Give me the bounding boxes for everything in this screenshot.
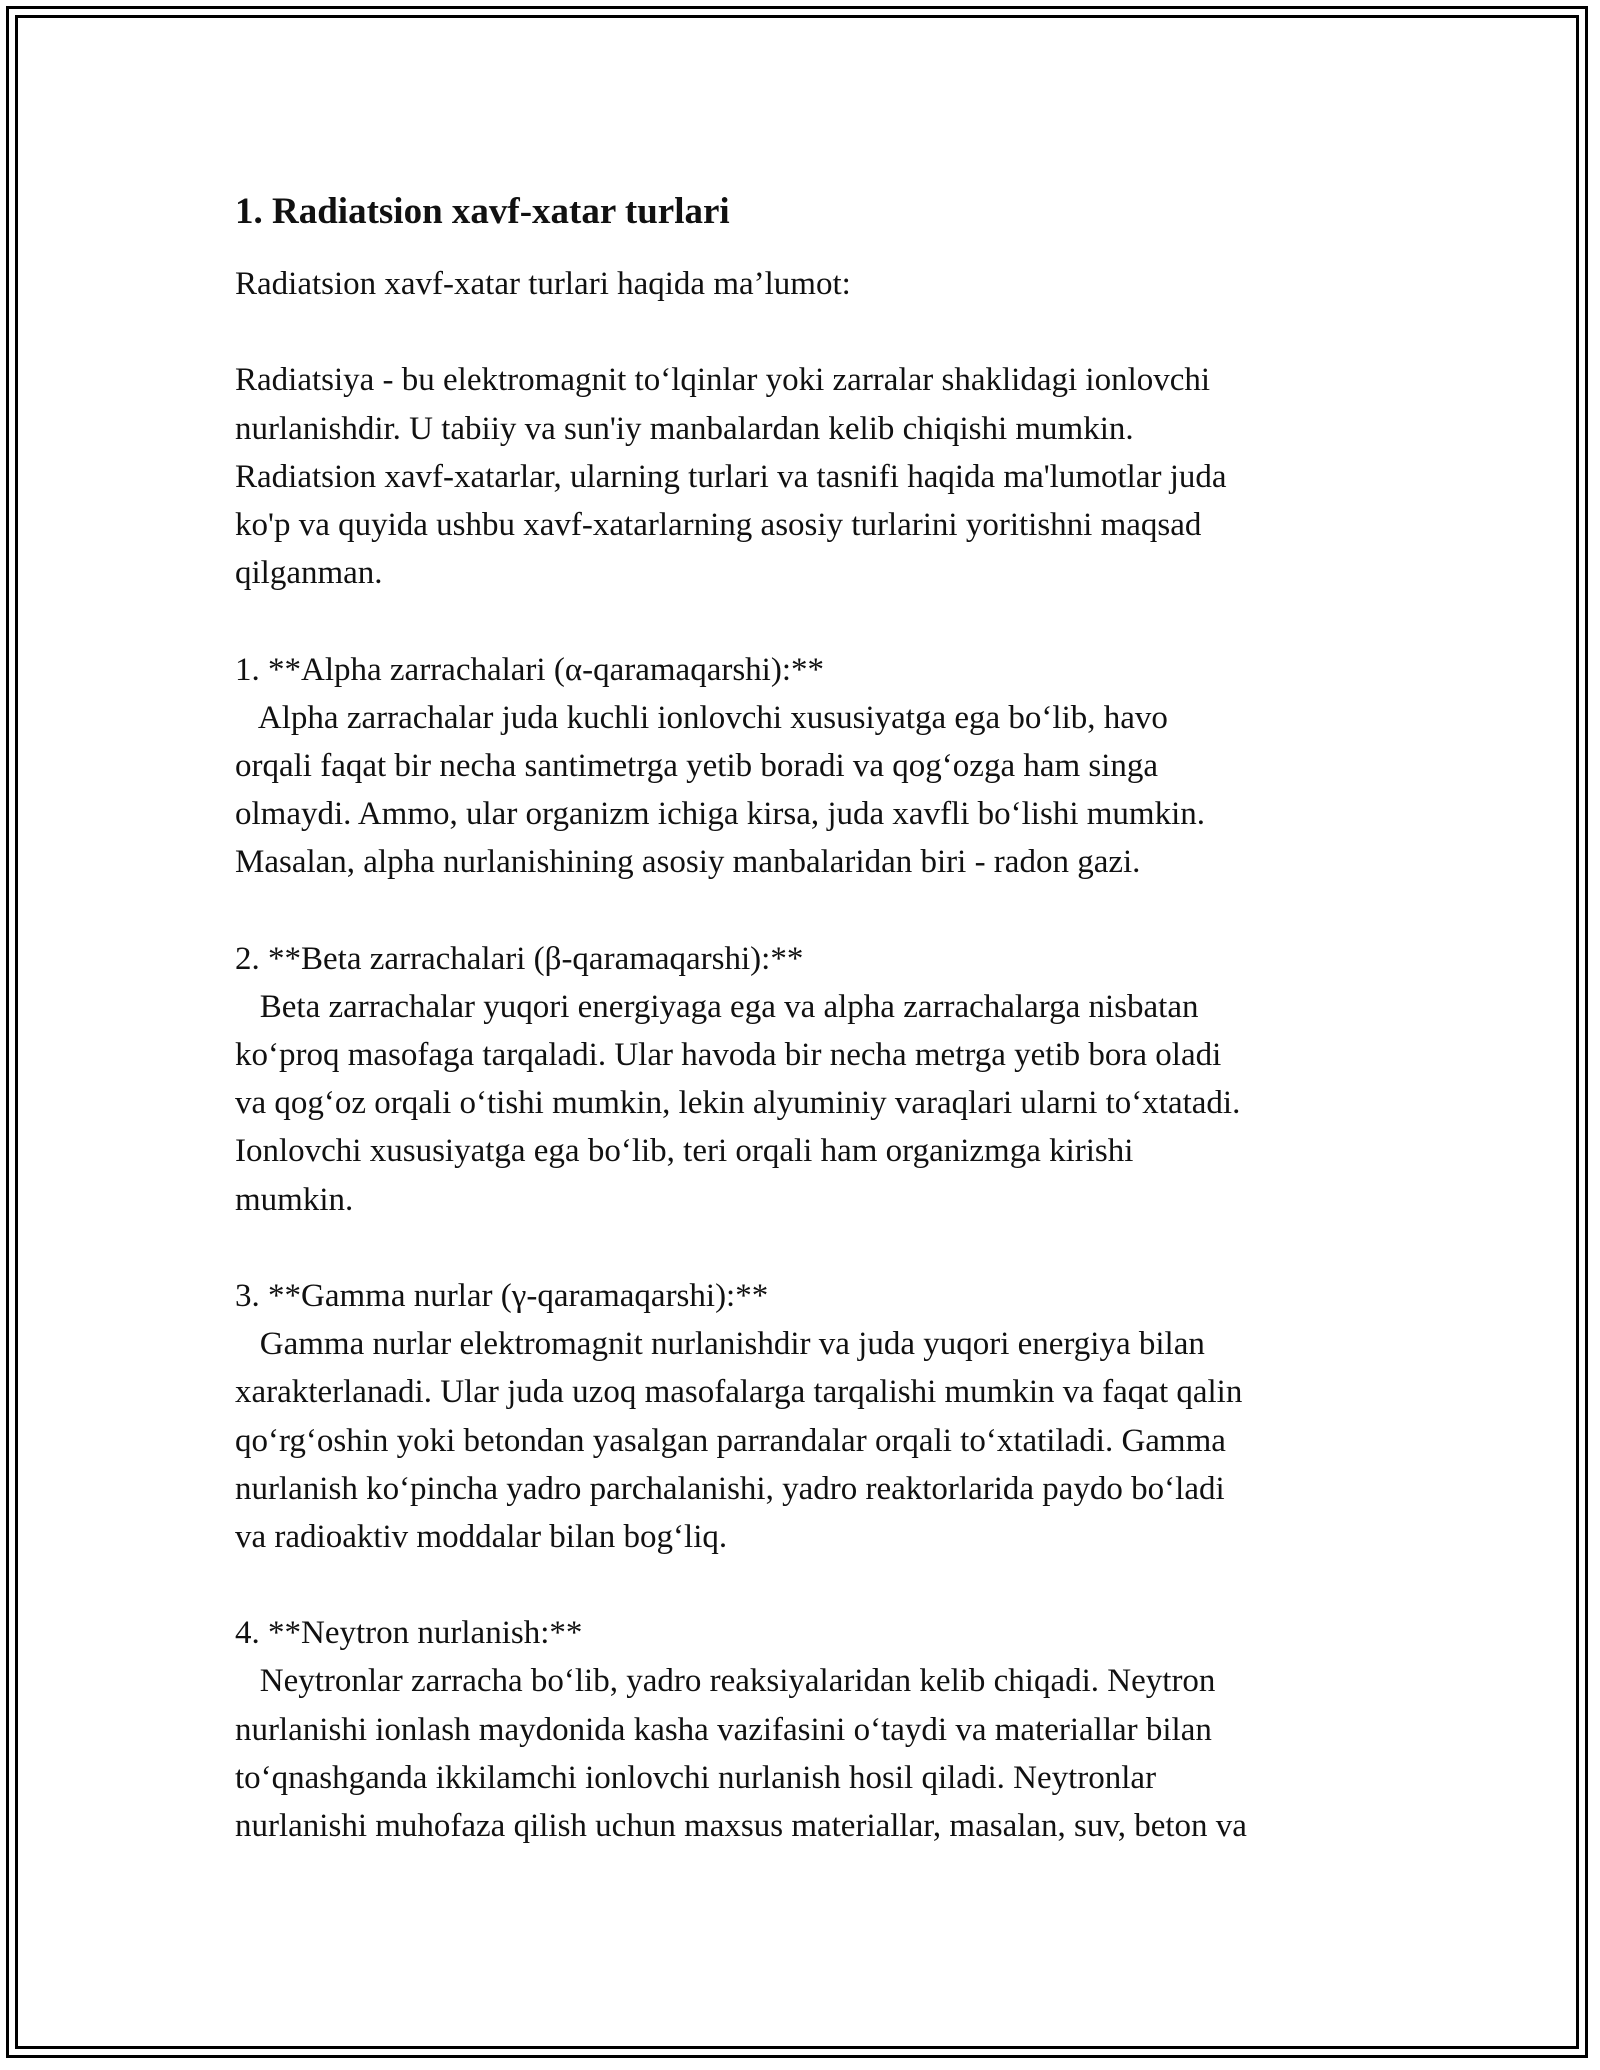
section-alpha: [235, 646, 1375, 887]
text-line: Alpha zarrachalar juda kuchli ionlovchi xususiyatga ega bo‘lib, havo: [235, 699, 1168, 736]
text-line: olmaydi. Ammo, ular organizm ichiga kirsa, juda xavfli bo‘lishi mumkin.: [235, 796, 1205, 833]
paragraph-gap: [235, 1561, 1375, 1609]
section-beta: [235, 935, 1375, 1224]
text-line: Radiatsion xavf-xatarlar, ularning turlari va tasnifi haqida ma'lumotlar juda: [235, 458, 1227, 495]
text-line: Radiatsiya - bu elektromagnit to‘lqinlar yoki zarralar shaklidagi ionlovchi: [235, 362, 1211, 399]
section-heading: 1. **Alpha zarrachalari (α-qaramaqarshi):**: [235, 651, 825, 688]
text-line: Neytronlar zarracha bo‘lib, yadro reaksiyalaridan kelib chiqadi. Neytron: [235, 1663, 1216, 1700]
paragraph-gap: [235, 1224, 1375, 1272]
text-line: ko'p va quyida ushbu xavf-xatarlarning asosiy turlarini yoritishni maqsad: [235, 506, 1202, 543]
text-line: mumkin.: [235, 1181, 354, 1218]
section-heading: 2. **Beta zarrachalari (β-qaramaqarshi):**: [235, 940, 804, 977]
page-title: 1. Radiatsion xavf-xatar turlari: [235, 191, 730, 232]
text-line: nurlanishdir. U tabiiy va sun'iy manbalardan kelib chiqishi mumkin.: [235, 410, 1134, 447]
paragraph-gap: [235, 597, 1375, 645]
section-heading: 4. **Neytron nurlanish:**: [235, 1615, 583, 1652]
section-neytron: [235, 1609, 1375, 1850]
text-line: va radioaktiv moddalar bilan bog‘liq.: [235, 1518, 728, 1555]
section-gamma: [235, 1272, 1375, 1561]
paragraph-gap: [235, 886, 1375, 934]
text-line: qilganman.: [235, 555, 383, 592]
text-line: Ionlovchi xususiyatga ega bo‘lib, teri orqali ham organizmga kirishi: [235, 1133, 1134, 1170]
intro-line: Radiatsion xavf-xatar turlari haqida ma’lumot:: [235, 266, 851, 302]
text-line: Masalan, alpha nurlanishining asosiy manbalaridan biri - radon gazi.: [235, 844, 1141, 881]
text-line: nurlanish ko‘pincha yadro parchalanishi, yadro reaktorlarida paydo bo‘ladi: [235, 1470, 1225, 1507]
text-line: Gamma nurlar elektromagnit nurlanishdir va juda yuqori energiya bilan: [235, 1326, 1205, 1363]
text-line: nurlanishi muhofaza qilish uchun maxsus materiallar, masalan, suv, beton va: [235, 1808, 1247, 1844]
text-line: orqali faqat bir necha santimetrga yetib boradi va qog‘ozga ham singa: [235, 747, 1159, 784]
section-heading: 3. **Gamma nurlar (γ-qaramaqarshi):**: [235, 1277, 769, 1314]
paragraph-gap: [235, 308, 1375, 356]
text-line: Beta zarrachalar yuqori energiyaga ega va alpha zarrachalarga nisbatan: [235, 988, 1199, 1025]
text-line: ko‘proq masofaga tarqaladi. Ular havoda bir necha metrga yetib bora oladi: [235, 1037, 1222, 1073]
text-line: va qog‘oz orqali o‘tishi mumkin, lekin alyuminiy varaqlari ularni to‘xtatadi.: [235, 1085, 1241, 1122]
document-body: [235, 186, 1375, 1850]
text-line: to‘qnashganda ikkilamchi ionlovchi nurlanish hosil qiladi. Neytronlar: [235, 1759, 1157, 1796]
paragraph-radiatsiya: [235, 356, 1375, 597]
text-line: qo‘rg‘oshin yoki betondan yasalgan parrandalar orqali to‘xtatiladi. Gamma: [235, 1422, 1226, 1459]
text-line: nurlanishi ionlash maydonida kasha vazifasini o‘taydi va materiallar bilan: [235, 1711, 1212, 1748]
text-line: xarakterlanadi. Ular juda uzoq masofalarga tarqalishi mumkin va faqat qalin: [235, 1374, 1243, 1411]
